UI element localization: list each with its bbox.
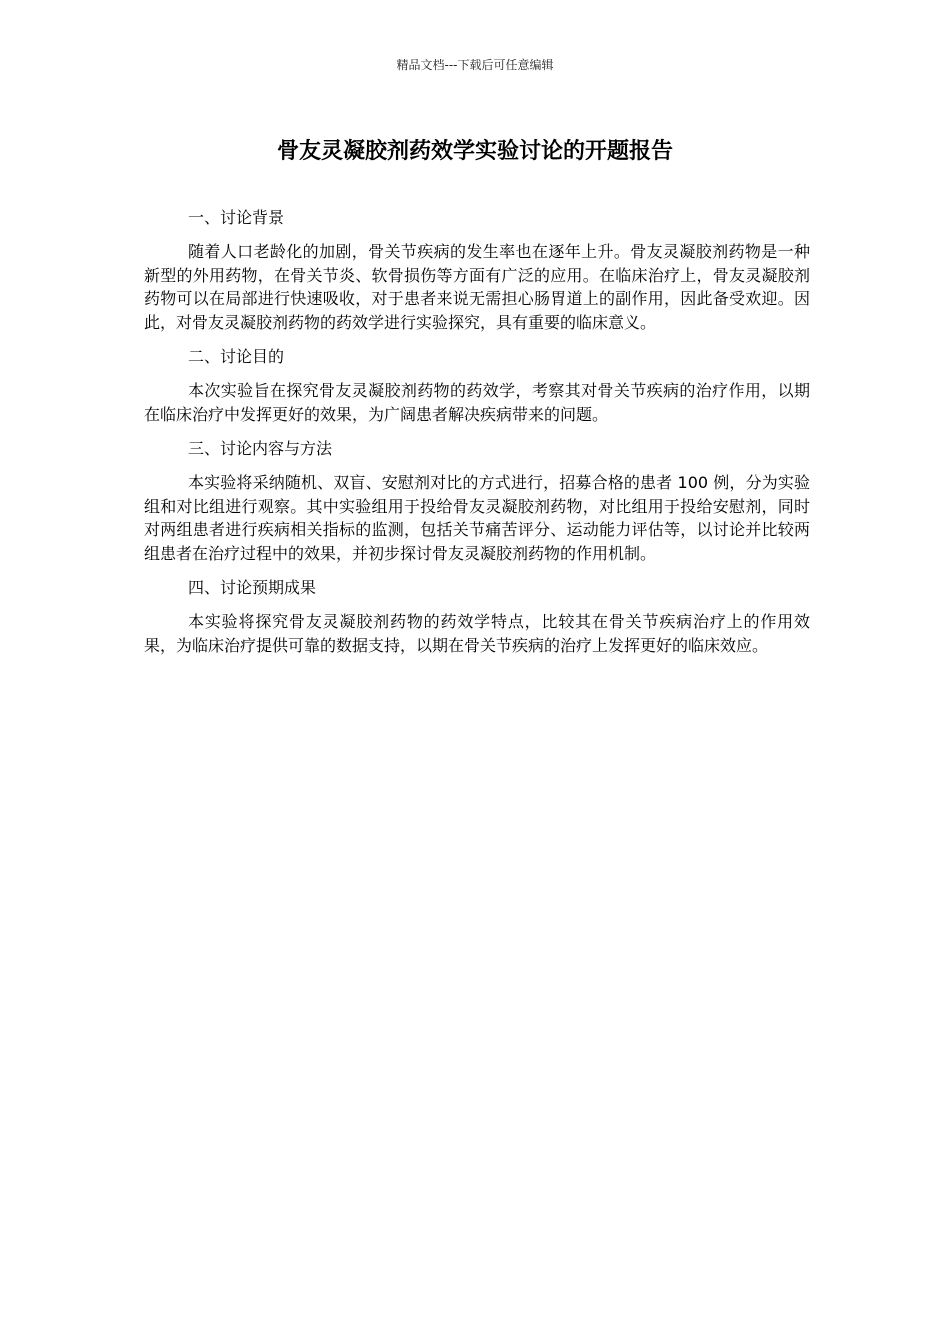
section-paragraph: 随着人口老龄化的加剧，骨关节疾病的发生率也在逐年上升。骨友灵凝胶剂药物是一种新型的外用药物，在骨关节炎、软骨损伤等方面有广泛的应用。在临床治疗上，骨友灵凝胶剂药物可以在局部进行快速吸收，对于患者来说无需担心肠胃道上的副作用，因此备受欢迎。因此，对骨友灵凝胶剂药物的药效学进行实验探究，具有重要的临床意义。 (144, 242, 810, 332)
section-heading: 一、讨论背景 (188, 208, 285, 227)
section-paragraph: 本实验将探究骨友灵凝胶剂药物的药效学特点，比较其在骨关节疾病治疗上的作用效果，为临床治疗提供可靠的数据支持，以期在骨关节疾病的治疗上发挥更好的临床效应。 (144, 612, 810, 655)
section-content-methods (144, 437, 810, 565)
section-purpose (144, 345, 810, 426)
section-heading: 三、讨论内容与方法 (188, 439, 333, 458)
section-paragraph: 本次实验旨在探究骨友灵凝胶剂药物的药效学，考察其对骨关节疾病的治疗作用，以期在临床治疗中发挥更好的效果，为广阔患者解决疾病带来的问题。 (144, 381, 810, 424)
section-heading: 二、讨论目的 (188, 347, 285, 366)
document-title: 骨友灵凝胶剂药效学实验讨论的开题报告 (276, 139, 673, 164)
section-background (144, 206, 810, 334)
section-paragraph: 本实验将采纳随机、双盲、安慰剂对比的方式进行，招募合格的患者 100 例，分为实验组和对比组进行观察。其中实验组用于投给骨友灵凝胶剂药物，对比组用于投给安慰剂，同时对两组患者进行疾病相关指标的监测，包括关节痛苦评分、运动能力评估等，以讨论并比较两组患者在治疗过程中的效果，并初步探讨骨友灵凝胶剂药物的作用机制。 (144, 473, 810, 563)
page-header: 精品文档---下载后可任意编辑 (396, 58, 554, 72)
section-heading: 四、讨论预期成果 (188, 578, 317, 597)
section-expected-results (144, 576, 810, 657)
document-body (144, 206, 810, 668)
